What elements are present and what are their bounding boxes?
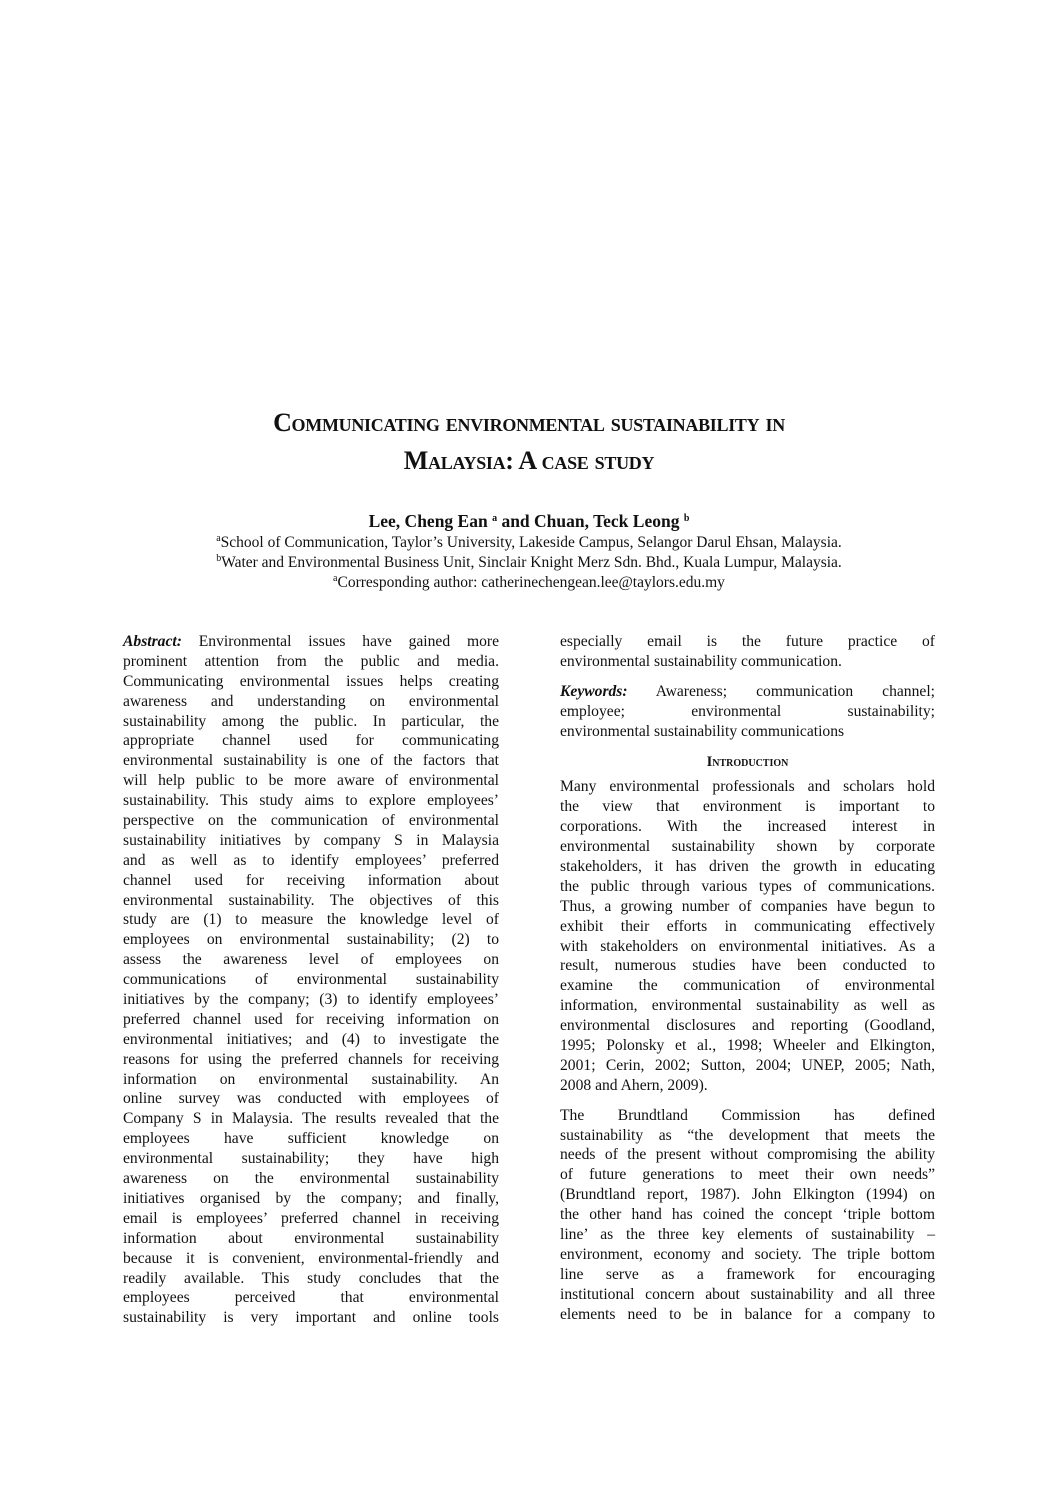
abstract-line-text: communications of environmental sustainability <box>123 971 499 989</box>
intro-paragraph <box>560 777 935 1095</box>
abstract-line-text: initiatives organised by the company; and finally, <box>123 1189 499 1207</box>
intro-line <box>560 1145 935 1165</box>
abstract-line-text: employees have sufficient knowledge on <box>123 1130 499 1148</box>
intro-line <box>560 1016 935 1036</box>
intro-line <box>560 837 935 857</box>
abstract-label: Abstract: <box>123 633 182 650</box>
abstract-line <box>123 692 499 712</box>
intro-line <box>560 1106 935 1126</box>
intro-line-text: (Brundtland report, 1987). John Elkington (1994) on <box>560 1186 935 1204</box>
intro-line-text: line’ as the three key elements of sustainability – <box>560 1226 935 1244</box>
abstract-line <box>123 1010 499 1030</box>
author-conjunction: and <box>501 511 530 531</box>
abstract-line <box>123 950 499 970</box>
intro-line <box>560 877 935 897</box>
intro-line <box>560 937 935 957</box>
abstract-line-text: Company S in Malaysia. The results revealed that the <box>123 1110 499 1128</box>
abstract-line <box>560 632 935 652</box>
title-line-2: Malaysia: A case study <box>403 446 655 475</box>
intro-line-text: the other hand has coined the concept ‘triple bottom <box>560 1206 935 1224</box>
corresponding-author <box>0 573 1058 593</box>
abstract-line <box>123 1189 499 1209</box>
intro-line-text: 1995; Polonsky et al., 1998; Wheeler and Elkington, <box>560 1037 935 1055</box>
abstract-line-text: because it is convenient, environmental-friendly and <box>123 1249 499 1267</box>
keywords-paragraph <box>560 682 935 742</box>
intro-line <box>560 1225 935 1245</box>
abstract-line-text: prominent attention from the public and media. <box>123 652 499 670</box>
abstract-line-text: Communicating environmental issues helps creating <box>123 672 499 690</box>
intro-line-text: information, environmental sustainability as well as <box>560 997 935 1015</box>
affiliation-text: School of Communication, Taylor’s University, Lakeside Campus, Selangor Darul Ehsan, Malaysia. <box>220 534 842 551</box>
abstract-line-text: especially email is the future practice of <box>560 633 935 650</box>
abstract-line <box>123 891 499 911</box>
abstract-line-text: email is employees’ preferred channel in receiving <box>123 1209 499 1227</box>
intro-line <box>560 976 935 996</box>
keywords-line-text: employee; environmental sustainability; <box>560 702 935 720</box>
abstract-line-text: preferred channel used for receiving information on <box>123 1010 499 1028</box>
abstract-line <box>560 652 935 672</box>
intro-line <box>560 956 935 976</box>
author-name: Lee, Cheng Ean <box>368 511 488 531</box>
abstract-line-text: employees perceived that environmental <box>123 1289 499 1307</box>
abstract-line-text: channel used for receiving information about <box>123 871 499 889</box>
intro-line <box>560 897 935 917</box>
spacer <box>560 741 935 751</box>
abstract-line-text: online survey was conducted with employees of <box>123 1090 499 1108</box>
abstract-line-text: sustainability among the public. In particular, the <box>123 712 499 730</box>
abstract-line <box>123 1129 499 1149</box>
intro-line-text: Thus, a growing number of companies have begun to <box>560 897 935 915</box>
intro-line <box>560 1265 935 1285</box>
affiliation <box>0 533 1058 553</box>
author-name: Chuan, Teck Leong <box>534 511 680 531</box>
abstract-line <box>123 632 499 652</box>
intro-line <box>560 1036 935 1056</box>
abstract-line <box>123 672 499 692</box>
abstract-line <box>123 652 499 672</box>
left-column <box>123 632 499 1328</box>
abstract-line-text: environmental sustainability communication. <box>560 652 842 670</box>
abstract-line-text: sustainability. This study aims to explore employees’ <box>123 792 499 810</box>
keywords-line <box>560 682 935 702</box>
abstract-line-text: employees on environmental sustainability; (2) to <box>123 931 499 949</box>
title-line-1: Communicating environmental sustainability in <box>273 408 785 437</box>
intro-line-text: line serve as a framework for encouraging <box>560 1265 935 1283</box>
intro-line-text: needs of the present without compromising the ability <box>560 1146 935 1164</box>
abstract-line-text: awareness on the environmental sustainability <box>123 1170 499 1188</box>
abstract-line <box>123 771 499 791</box>
abstract-line <box>123 1109 499 1129</box>
intro-line-text: institutional concern about sustainability and all three <box>560 1285 935 1303</box>
abstract-line <box>123 1149 499 1169</box>
author-affiliation-mark: a <box>492 513 498 524</box>
abstract-line <box>123 1288 499 1308</box>
abstract-line-text: sustainability is very important and online tools <box>123 1309 499 1327</box>
abstract-line-text: sustainability initiatives by company S in Malaysia <box>123 831 499 849</box>
intro-line-text: sustainability as “the development that meets the <box>560 1126 935 1144</box>
keywords-line-text: Awareness; communication channel; <box>627 682 935 700</box>
intro-line-text: exhibit their efforts in communicating effectively <box>560 917 935 935</box>
abstract-line-text: information on environmental sustainability. An <box>123 1070 499 1088</box>
abstract-line-text: Environmental issues have gained more <box>181 633 499 650</box>
intro-line <box>560 1126 935 1146</box>
abstract-line-text: will help public to be more aware of environmental <box>123 772 499 790</box>
intro-line <box>560 857 935 877</box>
abstract-line-text: appropriate channel used for communicating <box>123 732 499 750</box>
intro-line <box>560 1056 935 1076</box>
intro-line <box>560 1285 935 1305</box>
abstract-line <box>123 910 499 930</box>
intro-line <box>560 1185 935 1205</box>
abstract-line <box>123 1070 499 1090</box>
intro-line-text: elements need to be in balance for a company to <box>560 1305 935 1323</box>
abstract-line <box>123 871 499 891</box>
intro-line <box>560 777 935 797</box>
intro-line-text: the view that environment is important to <box>560 798 935 816</box>
abstract-line-text: assess the awareness level of employees on <box>123 951 499 969</box>
abstract-line-text: and as well as to identify employees’ preferred <box>123 851 499 869</box>
abstract-line-text: initiatives by the company; (3) to identify employees’ <box>123 991 499 1009</box>
abstract-line <box>123 1089 499 1109</box>
intro-line <box>560 996 935 1016</box>
affiliation-mark: a <box>333 573 338 584</box>
affiliation-text: Water and Environmental Business Unit, Sinclair Knight Merz Sdn. Bhd., Kuala Lumpur, Malaysia. <box>221 554 842 571</box>
intro-line-text: result, numerous studies have been conducted to <box>560 957 935 975</box>
spacer <box>560 672 935 682</box>
intro-line <box>560 917 935 937</box>
abstract-line <box>123 712 499 732</box>
abstract-line-text: awareness and understanding on environmental <box>123 692 499 710</box>
keywords-line-text: environmental sustainability communications <box>560 722 845 740</box>
abstract-line-text: environmental sustainability; they have high <box>123 1150 499 1168</box>
intro-line-text: stakeholders, it has driven the growth in educating <box>560 858 935 876</box>
intro-paragraph <box>560 1106 935 1325</box>
intro-line-text: the public through various types of communications. <box>560 877 935 895</box>
intro-line-text: 2008 and Ahern, 2009). <box>560 1076 708 1094</box>
intro-line <box>560 1305 935 1325</box>
intro-line-text: The Brundtland Commission has defined <box>560 1106 935 1124</box>
abstract-line-text: environmental initiatives; and (4) to investigate the <box>123 1030 499 1048</box>
intro-line-text: Many environmental professionals and scholars hold <box>560 778 935 796</box>
keywords-line <box>560 702 935 722</box>
intro-line-text: environment, economy and society. The triple bottom <box>560 1245 935 1263</box>
abstract-line-text: study are (1) to measure the knowledge level of <box>123 911 499 929</box>
abstract-line <box>123 751 499 771</box>
abstract-continuation <box>560 632 935 672</box>
abstract-line <box>123 1169 499 1189</box>
intro-line-text: corporations. With the increased interest in <box>560 818 935 836</box>
abstract-line-text: environmental sustainability. The objectives of this <box>123 891 499 909</box>
intro-line-text: environmental disclosures and reporting (Goodland, <box>560 1017 935 1035</box>
abstract-line <box>123 1269 499 1289</box>
intro-line <box>560 1205 935 1225</box>
abstract-line-text: information about environmental sustainability <box>123 1229 499 1247</box>
affiliation-mark: b <box>216 553 222 564</box>
abstract-line <box>123 1308 499 1328</box>
abstract-line-text: readily available. This study concludes that the <box>123 1269 499 1287</box>
spacer <box>560 1096 935 1106</box>
abstract-line <box>123 1249 499 1269</box>
intro-line-text: 2001; Cerin, 2002; Sutton, 2004; UNEP, 2005; Nath, <box>560 1056 935 1074</box>
affiliation <box>0 553 1058 573</box>
abstract-line-text: reasons for using the preferred channels for receiving <box>123 1050 499 1068</box>
abstract-line <box>123 970 499 990</box>
abstract-line-text: perspective on the communication of environmental <box>123 812 499 830</box>
abstract-line <box>123 1209 499 1229</box>
abstract-line <box>123 791 499 811</box>
abstract-paragraph <box>123 632 499 1328</box>
abstract-line <box>123 831 499 851</box>
affiliation-mark: a <box>216 533 221 544</box>
intro-line-text: with stakeholders on environmental initiatives. As a <box>560 937 935 955</box>
section-heading-introduction: Introduction <box>706 754 789 771</box>
abstract-line-text: environmental sustainability is one of the factors that <box>123 752 499 770</box>
abstract-line <box>123 930 499 950</box>
abstract-line <box>123 811 499 831</box>
abstract-line <box>123 851 499 871</box>
paper-title <box>0 404 1058 480</box>
right-column <box>560 632 935 1325</box>
abstract-line <box>123 1229 499 1249</box>
author-list <box>0 509 1058 533</box>
keywords-label: Keywords: <box>560 682 628 700</box>
intro-line <box>560 797 935 817</box>
intro-line <box>560 1076 935 1096</box>
keywords-line <box>560 722 935 742</box>
abstract-line <box>123 1030 499 1050</box>
author-affiliation-mark: b <box>683 513 690 524</box>
abstract-line <box>123 990 499 1010</box>
abstract-line <box>123 731 499 751</box>
intro-line-text: examine the communication of environmental <box>560 977 935 995</box>
intro-line-text: environmental sustainability shown by corporate <box>560 838 935 856</box>
abstract-line <box>123 1050 499 1070</box>
corresponding-author-text: Corresponding author: catherinechengean.lee@taylors.edu.my <box>337 574 725 591</box>
intro-line <box>560 1165 935 1185</box>
intro-line-text: of future generations to meet their own needs” <box>560 1166 935 1184</box>
intro-line <box>560 817 935 837</box>
intro-line <box>560 1245 935 1265</box>
